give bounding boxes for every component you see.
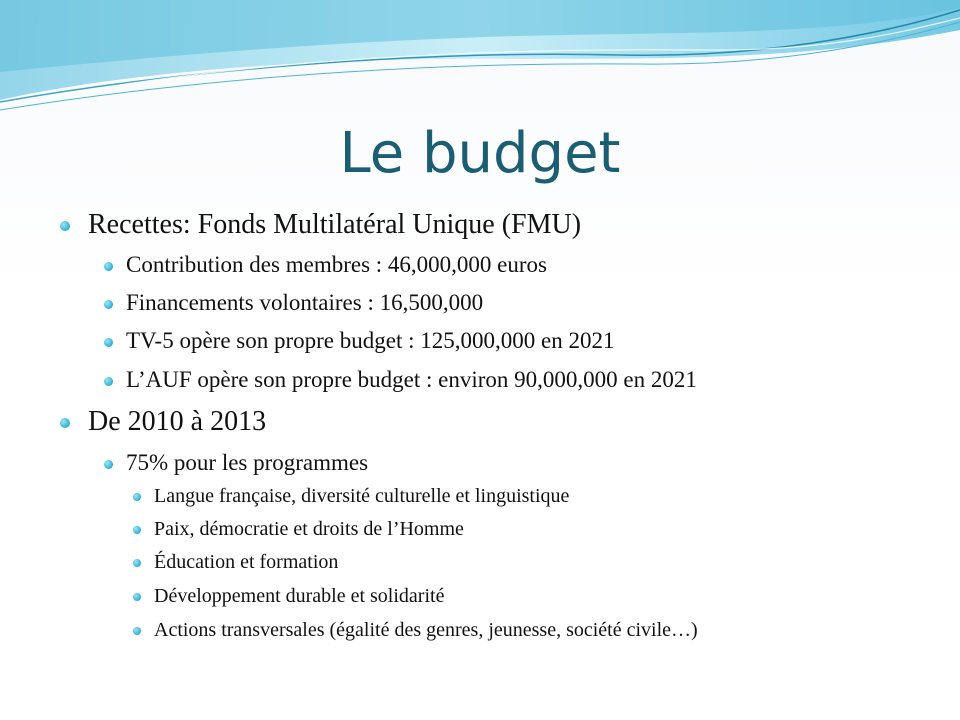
bullet-text-level-3: Langue française, diversité culturelle et linguistique: [154, 485, 570, 507]
bullet-text-level-3: Développement durable et solidarité: [154, 585, 445, 607]
bullet-icon: [104, 300, 113, 309]
bullet-text-level-2: TV-5 opère son propre budget : 125,000,000 en 2021: [126, 328, 615, 353]
bullet-icon: [133, 559, 141, 567]
bullet-icon: [133, 493, 141, 501]
bullet-icon: [104, 338, 113, 347]
bullet-text-level-1: Recettes: Fonds Multilatéral Unique (FMU): [88, 209, 582, 240]
bullet-icon: [104, 262, 113, 271]
bullet-icon: [60, 221, 70, 231]
bullet-icon: [60, 418, 70, 428]
bullet-text-level-1: De 2010 à 2013: [88, 406, 267, 437]
bullet-icon: [104, 377, 113, 386]
bullet-icon: [133, 627, 141, 635]
bullet-text-level-3: Éducation et formation: [154, 551, 339, 573]
bullet-icon: [133, 526, 141, 534]
bullet-text-level-3: Paix, démocratie et droits de l’Homme: [154, 518, 464, 540]
bullet-icon: [133, 593, 141, 601]
bullet-text-level-2: L’AUF opère son propre budget : environ 90,000,000 en 2021: [126, 367, 697, 392]
bullet-text-level-3: Actions transversales (égalité des genres, jeunesse, société civile…): [154, 619, 698, 641]
bullet-text-level-2: 75% pour les programmes: [126, 450, 369, 475]
bullet-icon: [104, 460, 113, 469]
bullet-text-level-2: Financements volontaires : 16,500,000: [126, 290, 484, 315]
bullet-text-level-2: Contribution des membres : 46,000,000 euros: [126, 252, 547, 277]
slide-title: Le budget: [339, 121, 621, 186]
